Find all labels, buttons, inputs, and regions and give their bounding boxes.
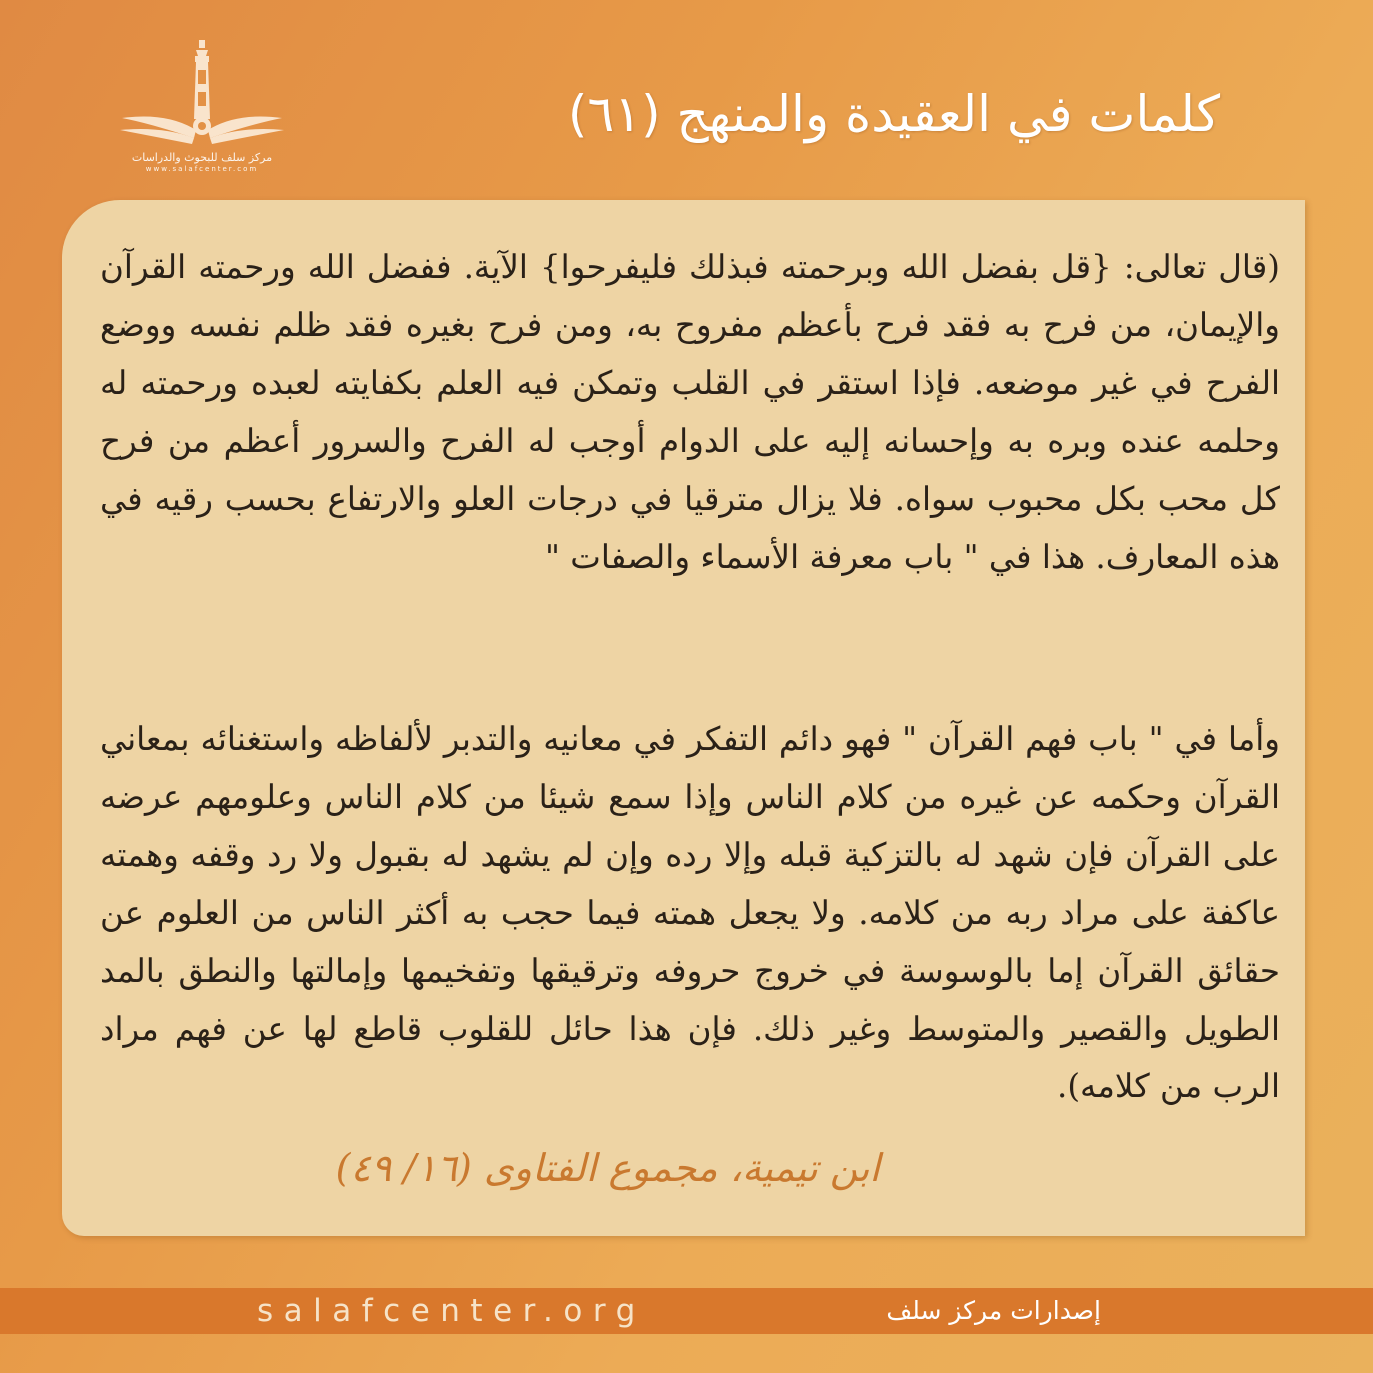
footer-band <box>0 1288 1373 1334</box>
quote-paragraph-2: وأما في " باب فهم القرآن " فهو دائم التفكر في معانيه والتدبر لألفاظه واستغنائه بمعاني القرآن وحكمه عن غيره من كلام الناس وإذا سمع شيئا من كلام الناس وعلومهم عرضه على القرآن فإن شهد له بالتزكية قبله وإلا رده وإن لم يشهد له بقبول ولا رد وقفه وهمته عاكفة على مراد ربه من كلامه. ولا يجعل همته فيما حجب به أكثر الناس من العلوم عن حقائق القرآن إما بالوسوسة في خروج حروفه وترقيقها وتفخيمها وإمالتها والنطق بالمد الطويل والقصير والمتوسط وغير ذلك. فإن هذا حائل للقلوب قاطع لها عن فهم مراد الرب من كلامه). <box>100 720 1280 1106</box>
footer-url: salafcenter.org <box>257 1293 646 1329</box>
logo-name: مركز سلف للبحوث والدراسات <box>131 151 273 164</box>
quote-paragraph-1: (قال تعالى: {قل بفضل الله وبرحمته فبذلك فليفرحوا} الآية. ففضل الله ورحمته القرآن والإيمان، من فرح به فقد فرح بأعظم مفروح به، ومن فرح بغيره فقد ظلم نفسه ووضع الفرح في غير موضعه. فإذا استقر في القلب وتمكن فيه العلم بكفايته لعبده ورحمته له وحلمه عنده وبره به وإحسانه إليه على الدوام أوجب له الفرح والسرور أعظم من فرح كل محب بكل محبوب سواه. فلا يزال مترقيا في درجات العلو والارتفاع بحسب رقيه في هذه المعارف. هذا في " باب معرفة الأسماء والصفات " <box>100 248 1280 576</box>
logo-url: www.salafcenter.com <box>145 165 259 173</box>
page-title: كلمات في العقيدة والمنهج (٦١) <box>567 85 1220 143</box>
footer-publisher: إصدارات مركز سلف <box>886 1296 1101 1325</box>
logo <box>112 34 292 179</box>
lighthouse-book-icon <box>112 34 292 149</box>
citation: ابن تيمية، مجموع الفتاوى (١٦/ ٤٩) <box>335 1146 880 1190</box>
